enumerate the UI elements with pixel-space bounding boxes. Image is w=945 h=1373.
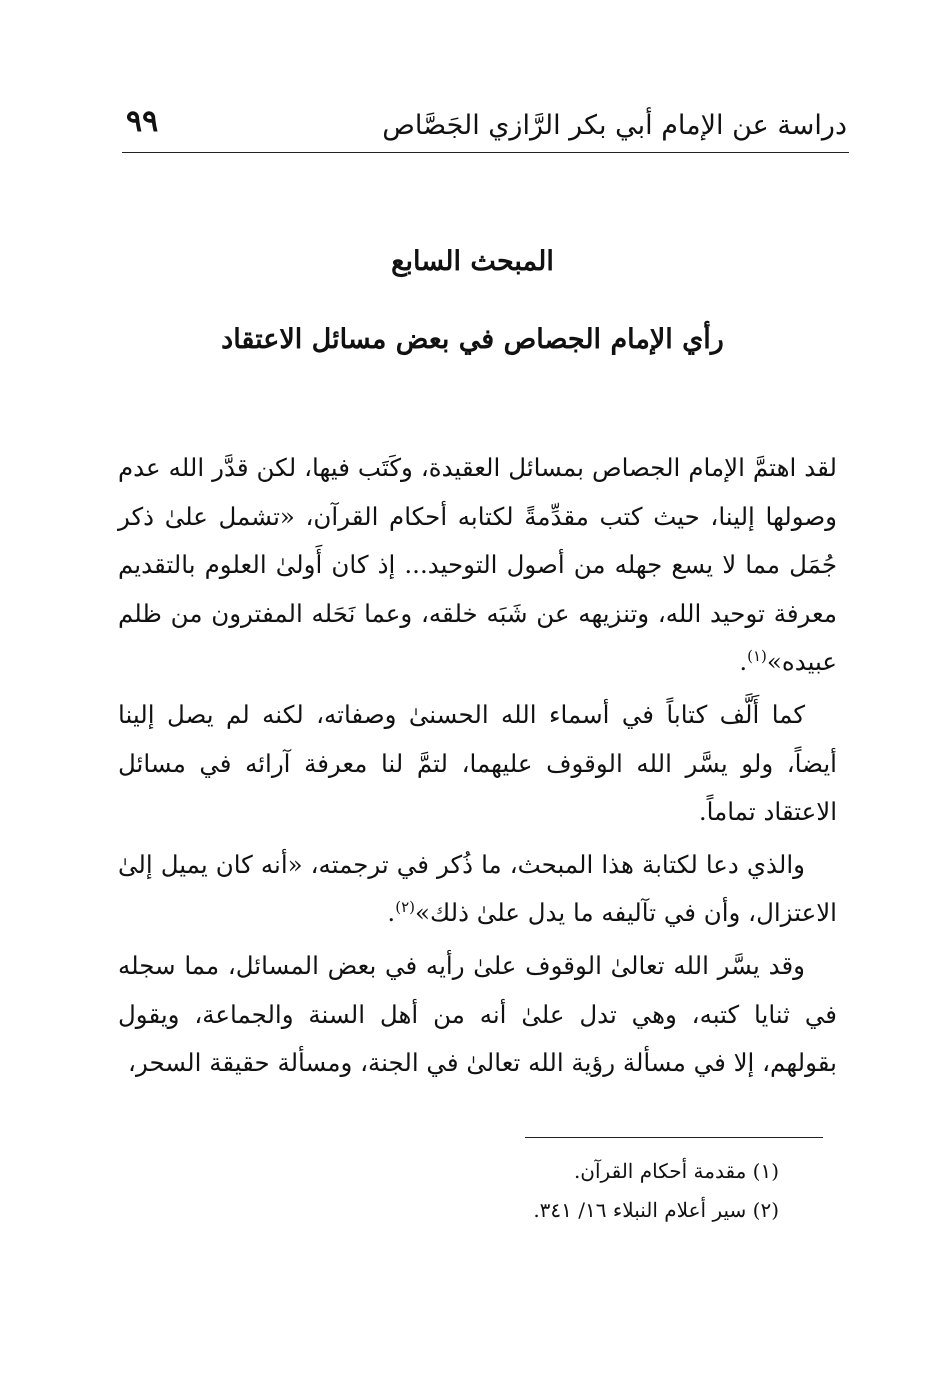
paragraph-4: [118, 942, 837, 1088]
footnote-reference[interactable]: (٢): [395, 898, 415, 917]
paragraph-text: كما أَلَّف كتاباً في أسماء الله الحسنىٰ وصفاته، لكنه لم يصل إلينا أيضاً، ولو يسَّر الله الوقوف عليهما، لتمَّ لنا معرفة آرائه في مسائل الاعتقاد تماماً.: [118, 699, 837, 827]
paragraph-3: [118, 841, 837, 938]
chapter-subtitle: رأي الإمام الجصاص في بعض مسائل الاعتقاد: [221, 324, 724, 355]
paragraph-1: [118, 444, 837, 687]
paragraph-2: [118, 691, 837, 837]
paragraph-text: لقد اهتمَّ الإمام الجصاص بمسائل العقيدة، وكَتَب فيها، لكن قدَّر الله عدم وصولها إلينا، حيث كتب مقدِّمةً لكتابه أحكام القرآن، «تشمل علىٰ ذكر جُمَل مما لا يسع جهله من أصول التوحيد... إذ كان أَولىٰ العلوم بالتقديم معرفة توحيد الله، وتنزيهه عن شَبَه خلقه، وعما نَحَله المفترون من ظلم عبيده»: [118, 453, 837, 677]
page-header: [122, 96, 849, 153]
chapter-title: المبحث السابع: [391, 246, 554, 277]
footnotes: [120, 1152, 779, 1230]
paragraph-text: والذي دعا لكتابة هذا المبحث، ما ذُكر في ترجمته، «أنه كان يميل إلىٰ الاعتزال، وأن في تآليفه ما يدل علىٰ ذلك»: [118, 849, 837, 928]
body-text: [118, 444, 837, 1092]
paragraph-end-mark: .: [739, 647, 748, 677]
footnote-2: (٢) سير أعلام النبلاء ١٦/ ٣٤١.: [533, 1198, 779, 1222]
running-title: دراسة عن الإمام أبي بكر الرَّازي الجَصَّاص: [382, 110, 847, 141]
paragraph-end-mark: .: [387, 898, 396, 928]
page-number: ٩٩: [126, 104, 159, 139]
footnote-1: (١) مقدمة أحكام القرآن.: [573, 1159, 779, 1183]
footnote-separator: [525, 1137, 823, 1138]
footnote-reference[interactable]: (١): [747, 647, 767, 666]
paragraph-text: وقد يسَّر الله تعالىٰ الوقوف علىٰ رأيه في بعض المسائل، مما سجله في ثنايا كتبه، وهي تدل علىٰ أنه من أهل السنة والجماعة، ويقول بقولهم، إلا في مسألة رؤية الله تعالىٰ في الجنة، ومسألة حقيقة السحر،: [118, 950, 837, 1078]
